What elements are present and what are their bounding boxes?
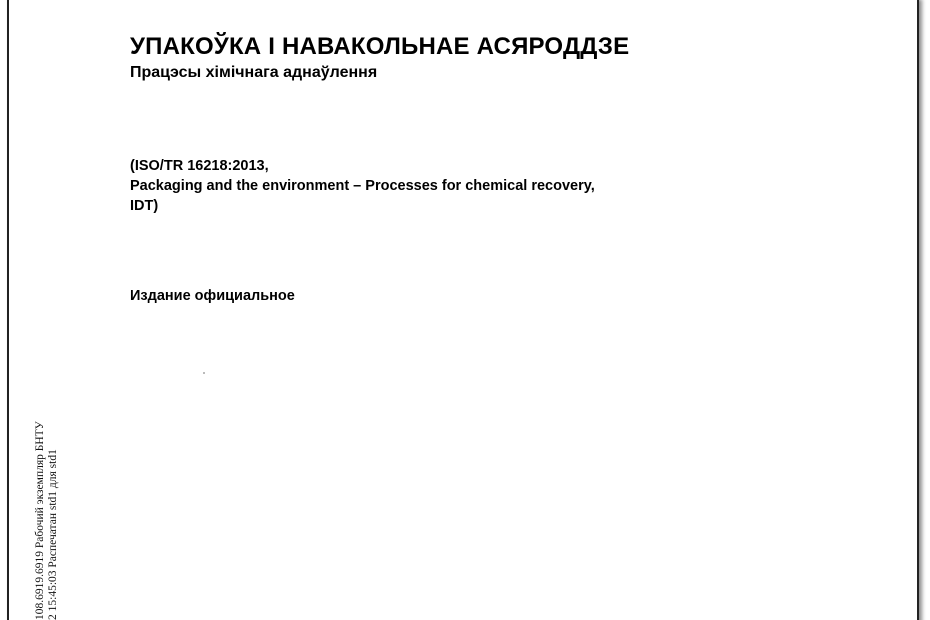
document-page [7,0,919,620]
stamp-line-2: 2 15:45:03 Распечатан std1 для std1 [47,449,59,620]
iso-reference-line-3: IDT) [130,198,159,214]
stamp-line-1: 108.6919.6919 Рабочий экземпляр БНТУ [34,421,46,620]
edition-label: Издание официальное [130,288,295,304]
document-subtitle: Працэсы хімічнага аднаўлення [130,64,378,81]
scan-speck [203,372,205,374]
iso-reference-line-1: (ISO/TR 16218:2013, [130,158,269,174]
iso-reference-block [130,156,595,216]
iso-reference-line-2: Packaging and the environment – Processes for chemical recovery, [130,178,595,194]
document-title: УПАКОЎКА І НАВАКОЛЬНАЕ АСЯРОДДЗЕ [130,33,630,60]
side-watermark-stamp [34,421,60,620]
